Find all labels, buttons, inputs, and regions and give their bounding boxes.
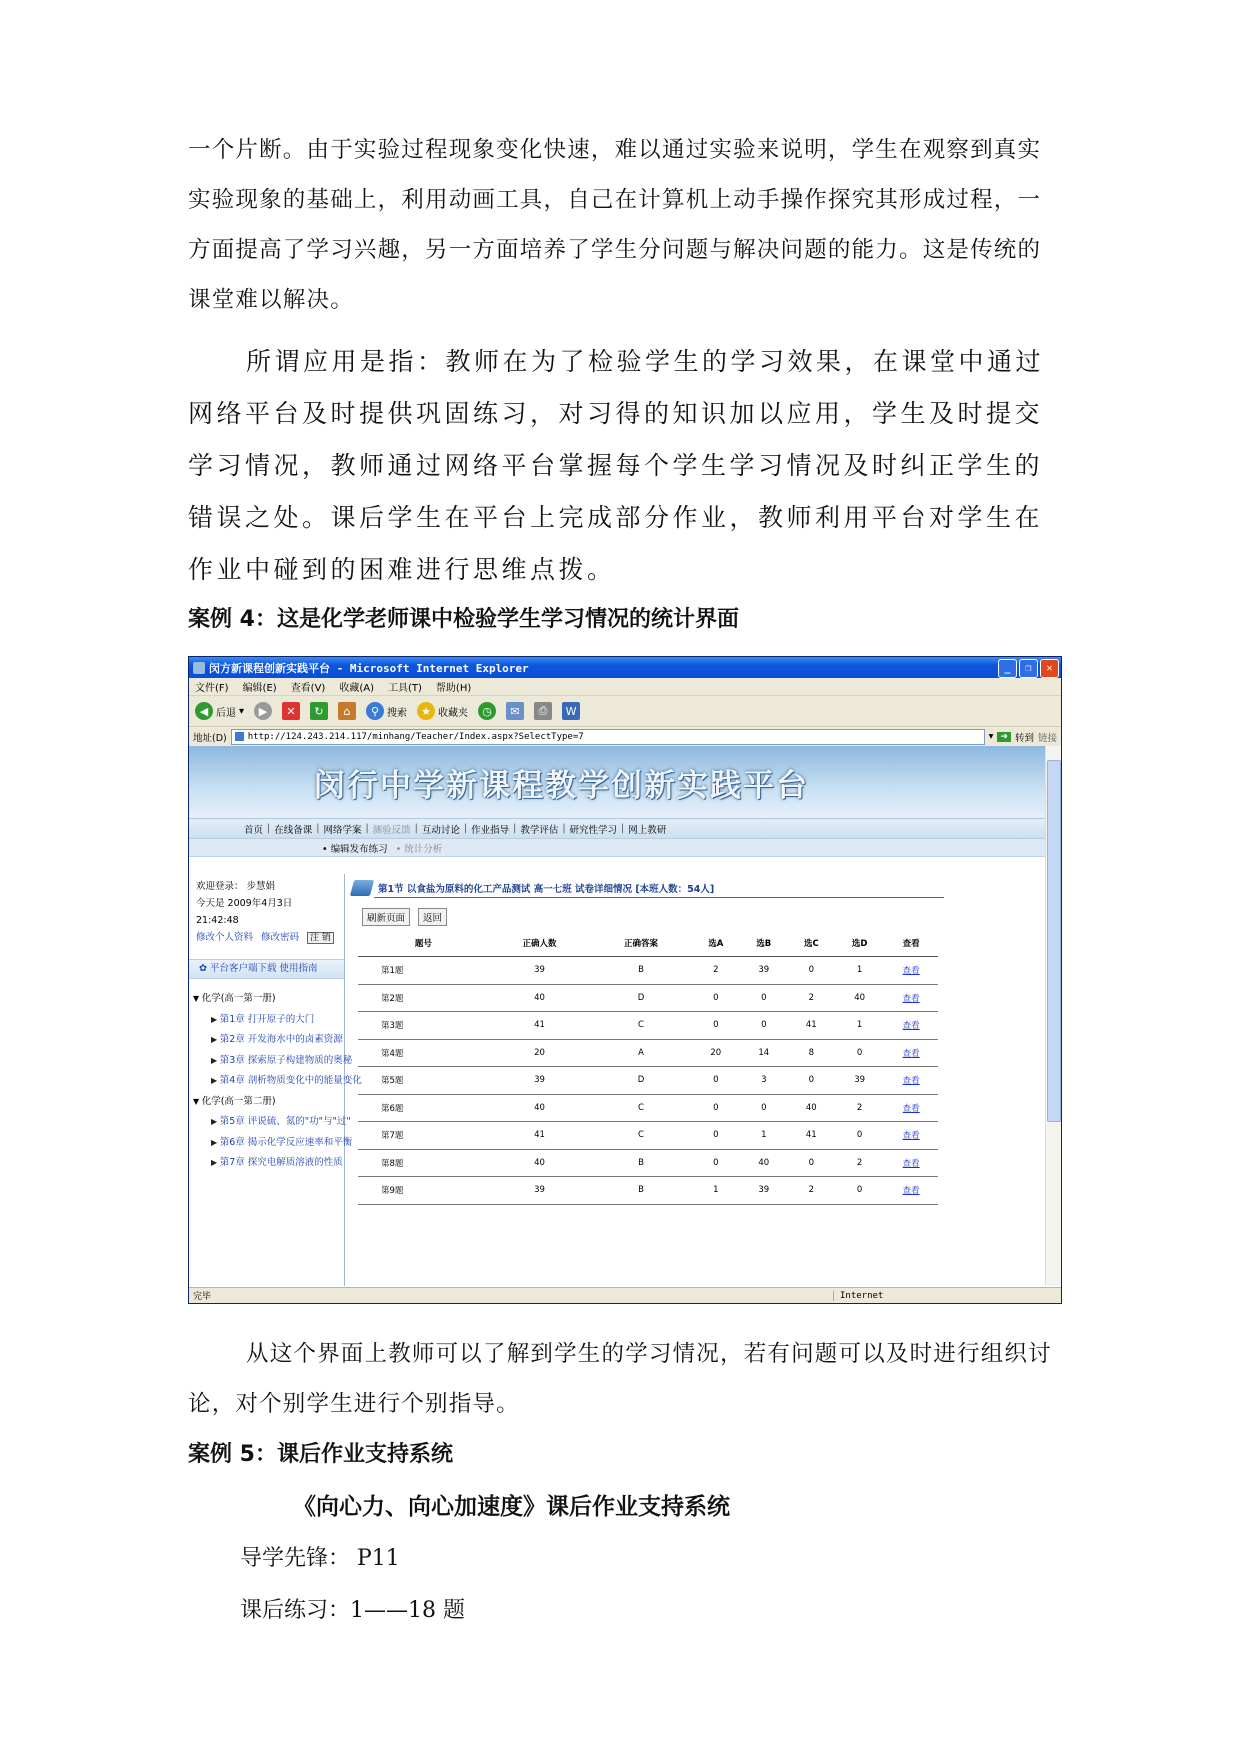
back-page-button[interactable]: 返回	[418, 908, 447, 926]
subnav-edit-exercises[interactable]: • 编辑发布练习	[322, 843, 388, 855]
menu-tools[interactable]: 工具(T)	[388, 683, 422, 694]
table-row	[358, 1094, 938, 1122]
table-cell: 0	[740, 1094, 788, 1122]
status-text: 完毕	[193, 1292, 212, 1302]
print-icon[interactable]: ⎙	[534, 702, 552, 720]
menu-edit[interactable]: 编辑(E)	[242, 683, 277, 694]
tree-item[interactable]: ▶ 第4章 剖析物质变化中的能量变化	[193, 1071, 342, 1092]
table-cell: 41	[489, 1122, 590, 1150]
welcome-box	[189, 874, 344, 951]
table-cell: 第5题	[358, 1067, 489, 1095]
table-cell: 第4题	[358, 1039, 489, 1067]
paragraph-2-text: 所谓应用是指：教师在为了检验学生的学习效果，在课堂中通过网络平台及时提供巩固练习，对习得的知识加以应用，学生及时提交学习情况，教师通过网络平台掌握每个学生学习情况及时纠正学生的错误之处。课后学生在平台上完成部分作业，教师利用平台对学生在作业中碰到的困难进行思维点拨。	[188, 347, 1045, 584]
book-icon	[350, 880, 374, 896]
guide-line: 导学先锋： P11	[240, 1546, 400, 1571]
table-cell: D	[590, 1067, 691, 1095]
paragraph-1: 一个片断。由于实验过程现象变化快速，难以通过实验来说明，学生在观察到真实实验现象的基础上，利用动画工具，自己在计算机上动手操作探究其形成过程，一方面提高了学习兴趣，另一方面培养了学生分问题与解决问题的能力。这是传统的课堂难以解决。	[188, 137, 1042, 313]
browser-window	[188, 656, 1062, 1304]
table-cell: 39	[489, 1177, 590, 1205]
case5-subtitle: 《向心力、向心加速度》课后作业支持系统	[293, 1494, 730, 1520]
tree-item[interactable]: ▶ 第3章 探索原子构建物质的奥秘	[193, 1051, 342, 1072]
table-cell: D	[590, 984, 691, 1012]
column-header: 选B	[740, 930, 788, 957]
back-arrow-icon: ◀	[195, 702, 213, 720]
table-cell: 2	[788, 1177, 835, 1205]
table-cell: 0	[692, 1094, 740, 1122]
table-cell: 第2题	[358, 984, 489, 1012]
history-icon[interactable]: ◷	[478, 702, 496, 720]
welcome-user: 欢迎登录： 步慧娟	[196, 881, 276, 892]
table-cell: 14	[740, 1039, 788, 1067]
nav-research[interactable]: 研究性学习	[569, 824, 618, 836]
nav-home[interactable]: 首页	[244, 824, 264, 836]
go-button[interactable]: 转到	[1014, 732, 1034, 744]
menu-favorites[interactable]: 收藏(A)	[339, 683, 374, 694]
tree-item[interactable]: ▶ 第7章 探究电解质溶液的性质	[193, 1153, 342, 1174]
tree-item[interactable]: ▶ 第5章 评说硫、氮的"功"与"过"	[193, 1112, 342, 1133]
nav-homework[interactable]: 作业指导	[471, 824, 510, 836]
column-header: 选A	[692, 930, 740, 957]
table-cell: 第6题	[358, 1094, 489, 1122]
table-row	[358, 984, 938, 1012]
change-password-link[interactable]: 修改密码	[261, 932, 300, 943]
window-title: 闵方新课程创新实践平台 - Microsoft Internet Explorer	[209, 661, 529, 675]
table-cell: 0	[835, 1177, 884, 1205]
main-panel	[352, 874, 1042, 1286]
table-cell: 0	[740, 984, 788, 1012]
table-cell: 39	[740, 957, 788, 985]
column-header: 选C	[788, 930, 835, 957]
table-cell: 40	[489, 1094, 590, 1122]
table-row	[358, 1067, 938, 1095]
exercise-line: 课后练习：1——18 题	[240, 1598, 465, 1623]
table-cell: 1	[835, 1012, 884, 1040]
table-cell: 0	[692, 1012, 740, 1040]
table-cell: 0	[692, 1122, 740, 1150]
back-button[interactable]: ◀ 后退 ▾	[195, 702, 244, 720]
table-cell: 第9题	[358, 1177, 489, 1205]
table-cell: 2	[835, 1149, 884, 1177]
table-cell: 41	[788, 1122, 835, 1150]
table-cell: 0	[788, 1067, 835, 1095]
favorites-button[interactable]: ★ 收藏夹	[417, 702, 468, 720]
forward-icon[interactable]: ▶	[254, 702, 272, 720]
table-cell: C	[590, 1094, 691, 1122]
section-title: 第1节 以食盐为原料的化工产品测试 高一七班 试卷详细情况 [本班人数：54人]	[378, 884, 715, 895]
nav-evaluation[interactable]: 教学评估	[520, 824, 559, 836]
site-banner	[189, 746, 1045, 819]
table-cell: 41	[489, 1012, 590, 1040]
case5-heading: 案例 5：课后作业支持系统	[188, 1442, 453, 1467]
paragraph-2	[188, 336, 1058, 596]
table-cell: 0	[788, 957, 835, 985]
paragraph-3-text: 从这个界面上教师可以了解到学生的学习情况，若有问题可以及时进行组织讨论，对个别学生进行个别指导。	[188, 1341, 1052, 1417]
site-nav: 首页 | 在线备课 | 网络学案 | 测验反馈 | 互动讨论 | 作业指导 | 教学评估 | 研究性学习 | 网上教研	[189, 819, 1045, 839]
status-bar	[189, 1287, 1061, 1303]
table-cell: 40	[740, 1149, 788, 1177]
table-cell: 39	[740, 1177, 788, 1205]
ie-icon	[193, 662, 205, 674]
search-icon: ⚲	[366, 702, 384, 720]
table-cell: B	[590, 957, 691, 985]
table-cell: 第1题	[358, 957, 489, 985]
table-cell: 0	[692, 1149, 740, 1177]
go-arrow-icon[interactable]: ➜	[997, 732, 1011, 742]
nav-learning-plan[interactable]: 网络学案	[323, 824, 362, 836]
scroll-thumb[interactable]	[1047, 760, 1061, 1122]
column-header: 正确答案	[590, 930, 691, 957]
refresh-page-button[interactable]: 刷新页面	[362, 908, 410, 926]
address-dropdown-icon[interactable]: ▾	[988, 731, 994, 742]
search-button[interactable]: ⚲ 搜索	[366, 702, 407, 720]
table-row	[358, 1177, 938, 1205]
view-link[interactable]: 查看	[884, 957, 938, 985]
tree-group[interactable]: ▼ 化学(高一第一册)	[193, 989, 344, 1010]
tree-item[interactable]: ▶ 第2章 开发海水中的卤素资源	[193, 1030, 342, 1051]
column-header: 正确人数	[489, 930, 590, 957]
table-cell: 8	[788, 1039, 835, 1067]
zone-text: Internet	[833, 1291, 883, 1301]
results-table	[358, 930, 938, 1205]
view-link[interactable]: 查看	[884, 1149, 938, 1177]
column-header: 题号	[358, 930, 489, 957]
table-cell: 20	[489, 1039, 590, 1067]
logout-button[interactable]: 注 销	[307, 932, 334, 944]
nav-discussion[interactable]: 互动讨论	[421, 824, 460, 836]
tree-item[interactable]: ▶ 第6章 揭示化学反应速率和平衡	[193, 1133, 342, 1154]
table-cell: B	[590, 1177, 691, 1205]
table-cell: 1	[692, 1177, 740, 1205]
banner-title: 闵行中学新课程教学创新实践平台	[314, 768, 809, 804]
minimize-button[interactable]: _	[998, 659, 1017, 678]
home-icon[interactable]: ⌂	[338, 702, 356, 720]
edit-profile-link[interactable]: 修改个人资料	[196, 932, 254, 943]
tree-item[interactable]: ▶ 第1章 打开原子的大门	[193, 1010, 342, 1031]
left-panel	[189, 874, 362, 1286]
view-link[interactable]: 查看	[884, 1012, 938, 1040]
table-cell: 39	[489, 1067, 590, 1095]
table-cell: 40	[835, 984, 884, 1012]
stop-icon[interactable]: ✕	[282, 702, 300, 720]
nav-lesson-prep[interactable]: 在线备课	[274, 824, 313, 836]
view-link[interactable]: 查看	[884, 1177, 938, 1205]
table-cell: 2	[788, 984, 835, 1012]
table-cell: 39	[489, 957, 590, 985]
download-icon: ✿	[199, 963, 210, 974]
table-cell: 第7题	[358, 1122, 489, 1150]
view-link[interactable]: 查看	[884, 1122, 938, 1150]
table-row	[358, 1039, 938, 1067]
table-cell: 1	[740, 1122, 788, 1150]
table-cell: 0	[692, 984, 740, 1012]
vertical-scrollbar[interactable]	[1045, 746, 1061, 1286]
menu-bar	[189, 678, 1061, 696]
close-button[interactable]: ✕	[1040, 659, 1059, 678]
table-cell: 1	[835, 957, 884, 985]
table-cell: 40	[489, 1149, 590, 1177]
table-cell: 2	[835, 1094, 884, 1122]
menu-file[interactable]: 文件(F)	[195, 683, 229, 694]
subnav-statistics[interactable]: • 统计分析	[395, 843, 443, 855]
view-link[interactable]: 查看	[884, 1094, 938, 1122]
table-row	[358, 957, 938, 985]
table-cell: 20	[692, 1039, 740, 1067]
table-cell: 2	[692, 957, 740, 985]
table-cell: A	[590, 1039, 691, 1067]
table-cell: 41	[788, 1012, 835, 1040]
table-cell: C	[590, 1122, 691, 1150]
edit-icon[interactable]: W	[562, 702, 580, 720]
address-input[interactable]: http://124.243.214.117/minhang/Teacher/Index.aspx?SelectType=7	[231, 729, 985, 745]
table-cell: B	[590, 1149, 691, 1177]
sub-nav	[189, 839, 1045, 857]
section-header	[352, 880, 714, 896]
links-label[interactable]: 链接	[1037, 732, 1057, 744]
table-cell: 第3题	[358, 1012, 489, 1040]
table-cell: 第8题	[358, 1149, 489, 1177]
menu-view[interactable]: 查看(V)	[290, 683, 326, 694]
view-link[interactable]: 查看	[884, 1067, 938, 1095]
case4-heading: 案例 4：这是化学老师课中检验学生学习情况的统计界面	[188, 607, 739, 632]
refresh-icon[interactable]: ↻	[310, 702, 328, 720]
view-link[interactable]: 查看	[884, 1039, 938, 1067]
menu-help[interactable]: 帮助(H)	[435, 683, 472, 694]
table-cell: 0	[835, 1122, 884, 1150]
table-cell: 0	[835, 1039, 884, 1067]
course-tree	[189, 979, 362, 1174]
table-cell: 0	[692, 1067, 740, 1095]
toolbar	[189, 696, 1061, 727]
nav-online-research[interactable]: 网上教研	[628, 824, 667, 836]
table-cell: 40	[489, 984, 590, 1012]
table-cell: 3	[740, 1067, 788, 1095]
table-row	[358, 1012, 938, 1040]
paragraph-3	[188, 1329, 1058, 1429]
today-date: 今天是 2009年4月3日 21:42:48	[196, 898, 293, 926]
table-cell: 39	[835, 1067, 884, 1095]
table-cell: 0	[788, 1149, 835, 1177]
table-cell: 0	[740, 1012, 788, 1040]
star-icon: ★	[417, 702, 435, 720]
address-label: 地址(D)	[193, 732, 227, 744]
client-download-link[interactable]: ✿ 平台客户端下载 使用指南	[189, 959, 344, 979]
maximize-button[interactable]: ❐	[1019, 659, 1038, 678]
table-row	[358, 1122, 938, 1150]
column-header: 查看	[884, 930, 938, 957]
column-header: 选D	[835, 930, 884, 957]
address-bar	[189, 727, 1061, 747]
nav-quiz-feedback[interactable]: 测验反馈	[372, 824, 411, 836]
title-bar	[189, 657, 1061, 678]
table-row	[358, 1149, 938, 1177]
mail-icon[interactable]: ✉	[506, 702, 524, 720]
table-cell: 40	[788, 1094, 835, 1122]
table-cell: C	[590, 1012, 691, 1040]
view-link[interactable]: 查看	[884, 984, 938, 1012]
page-content	[189, 746, 1045, 1286]
tree-group[interactable]: ▼ 化学(高一第二册)	[193, 1092, 344, 1113]
